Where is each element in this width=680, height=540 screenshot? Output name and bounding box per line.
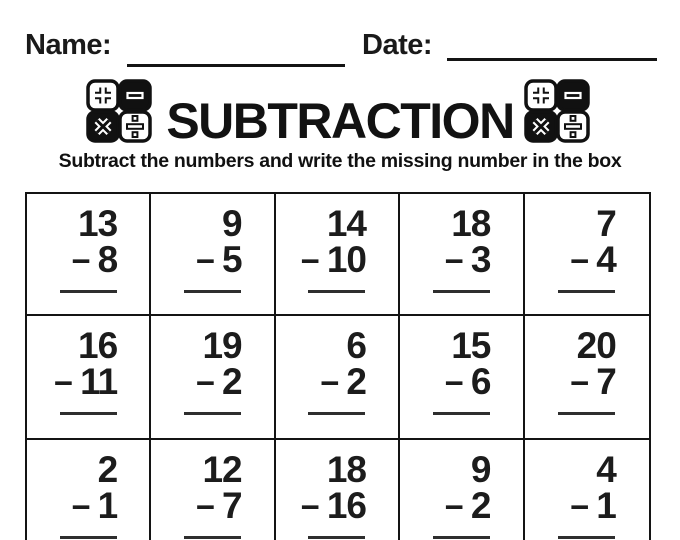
subtrahend: 11 (80, 361, 118, 402)
problem-cell (400, 316, 524, 440)
operator-minus: − (195, 488, 215, 525)
problem-cell (151, 316, 275, 440)
operator-minus: − (444, 364, 463, 401)
answer-line[interactable] (308, 536, 365, 539)
subtrahend: 2 (470, 485, 491, 526)
name-fill-line[interactable] (127, 64, 345, 67)
operator-minus: − (569, 488, 589, 525)
minuend: 19 (202, 325, 242, 366)
subtrahend: 1 (596, 485, 616, 526)
answer-line[interactable] (60, 412, 117, 415)
answer-line[interactable] (60, 290, 117, 293)
problems-grid (25, 192, 651, 540)
minuend: 6 (346, 325, 366, 366)
minuend: 13 (78, 203, 118, 244)
operator-minus: − (569, 364, 589, 401)
problem-cell (525, 440, 649, 540)
minuend: 18 (451, 203, 491, 244)
answer-line[interactable] (308, 290, 365, 293)
problem-cell (525, 316, 649, 440)
operator-minus: − (195, 242, 215, 279)
minuend: 15 (451, 325, 491, 366)
problem-cell (525, 194, 649, 316)
instructions-text: Subtract the numbers and write the missing number in the box (58, 150, 622, 172)
problem-cell (27, 194, 151, 316)
minuend: 9 (222, 203, 242, 244)
answer-line[interactable] (184, 290, 241, 293)
subtrahend: 3 (470, 239, 491, 280)
operator-minus: − (53, 364, 73, 401)
operator-minus: − (71, 242, 90, 279)
operator-minus: − (300, 242, 319, 279)
subtrahend: 1 (97, 485, 118, 526)
problem-cell (151, 194, 275, 316)
operator-minus: − (444, 488, 463, 525)
operator-minus: − (195, 364, 215, 401)
page-title: SUBTRACTION (166, 93, 514, 149)
problem-cell (27, 440, 151, 540)
minuend: 9 (470, 449, 491, 490)
math-keypad-icon (524, 79, 590, 143)
answer-line[interactable] (433, 290, 490, 293)
minuend: 18 (326, 449, 366, 490)
minuend: 7 (596, 203, 616, 244)
subtrahend: 8 (97, 239, 118, 280)
answer-line[interactable] (308, 412, 365, 415)
answer-line[interactable] (558, 536, 615, 539)
name-label: Name: (25, 29, 112, 61)
minuend: 12 (202, 449, 242, 490)
problem-cell (400, 194, 524, 316)
minuend: 4 (596, 449, 616, 490)
operator-minus: − (444, 242, 463, 279)
operator-minus: − (569, 242, 589, 279)
answer-line[interactable] (433, 412, 490, 415)
problem-cell (276, 440, 400, 540)
problem-cell (400, 440, 524, 540)
minuend: 20 (576, 325, 616, 366)
problem-cell (27, 316, 151, 440)
minuend: 2 (97, 449, 118, 490)
subtrahend: 4 (596, 239, 616, 280)
operator-minus: − (320, 364, 339, 401)
problem-cell (276, 194, 400, 316)
subtrahend: 5 (222, 239, 242, 280)
subtrahend: 2 (346, 361, 366, 402)
subtrahend: 7 (596, 361, 616, 402)
subtrahend: 6 (470, 361, 491, 402)
problem-cell (151, 440, 275, 540)
subtrahend: 16 (326, 485, 366, 526)
subtrahend: 10 (326, 239, 366, 280)
date-label: Date: (362, 29, 433, 61)
problem-cell (276, 316, 400, 440)
operator-minus: − (300, 488, 319, 525)
operator-minus: − (71, 488, 90, 525)
minuend: 14 (326, 203, 366, 244)
answer-line[interactable] (433, 536, 490, 539)
subtrahend: 7 (222, 485, 242, 526)
subtrahend: 2 (222, 361, 242, 402)
answer-line[interactable] (184, 536, 241, 539)
answer-line[interactable] (558, 290, 615, 293)
answer-line[interactable] (558, 412, 615, 415)
answer-line[interactable] (184, 412, 241, 415)
minuend: 16 (78, 325, 118, 366)
answer-line[interactable] (60, 536, 117, 539)
date-fill-line[interactable] (447, 58, 657, 61)
